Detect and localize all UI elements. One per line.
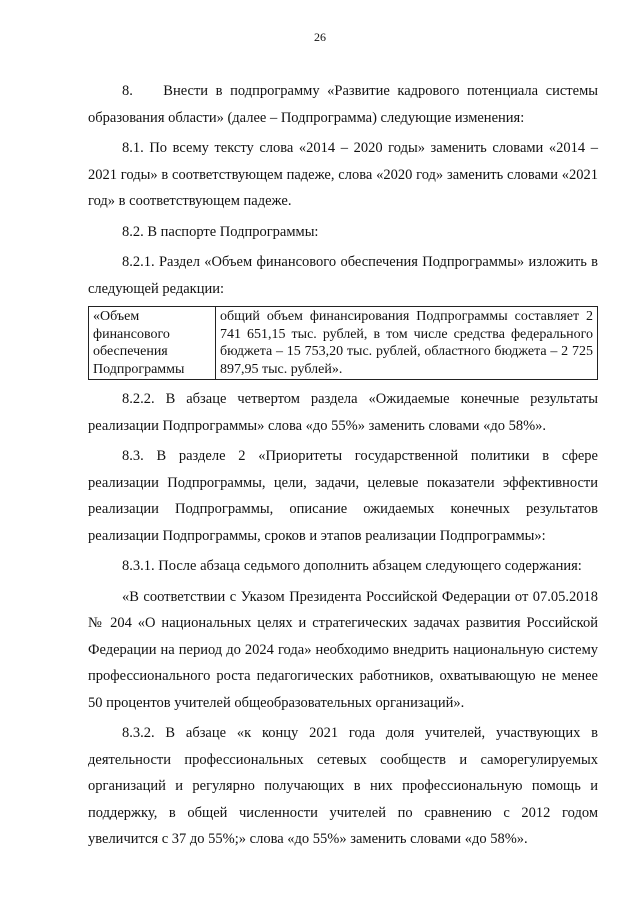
quoted-paragraph: «В соответствии с Указом Президента Российской Федерации от 07.05.2018 № 204 «О национальных целях и стратегических задачах развития Российской Федерации на период до 2024 года» необходимо внедрить национальную систему профессионального роста педагогических работников, охватывающую не менее 50 процентов учителей общеобразовательных организаций». — [88, 588, 598, 711]
section-name-line: «Объем — [93, 309, 140, 324]
table-cell-section-name — [89, 307, 216, 380]
section-name-line: финансового — [93, 326, 170, 342]
section-name-line: обеспечения — [93, 344, 168, 359]
paragraph-8-2: 8.2. В паспорте Подпрограммы: — [122, 223, 319, 240]
paragraph-8-3-1: 8.3.1. После абзаца седьмого дополнить абзацем следующего содержания: — [122, 558, 582, 574]
paragraph-8-2-2: 8.2.2. В абзаце четвертом раздела «Ожидаемые конечные результаты реализации Подпрограммы» слова «до 55%» заменить словами «до 58%». — [88, 391, 598, 434]
table-cell-section-content: общий объем финансирования Подпрограммы составляет 2 741 651,15 тыс. рублей, в том числе средства федерального бюджета – 15 753,20 тыс. рублей, областного бюджета – 2 725 897,95 тыс. рублей». — [220, 309, 593, 377]
document-body — [88, 78, 598, 853]
paragraph-8: 8. Внести в подпрограмму «Развитие кадрового потенциала системы образования области» (далее – Подпрограмма) следующие изменения: — [88, 83, 598, 126]
page-number: 26 — [314, 30, 326, 44]
passport-table — [88, 306, 598, 380]
paragraph-8-3: 8.3. В разделе 2 «Приоритеты государственной политики в сфере реализации Подпрограммы, цели, задачи, целевые показатели эффективности реализации Подпрограммы, описание ожидаемых конечных результатов реализации Подпрограммы, сроков и этапов реализации Подпрограммы»: — [88, 448, 598, 544]
paragraph-8-3-2: 8.3.2. В абзаце «к концу 2021 года доля учителей, участвующих в деятельности профессиональных сетевых сообществ и саморегулируемых организаций и регулярно получающих в них профессиональную помощь и поддержку, в общей численности учителей по сравнению с 2012 годом увеличится с 37 до 55%;» слова «до 55%» заменить словами «до 58%». — [88, 725, 598, 847]
paragraph-8-1: 8.1. По всему тексту слова «2014 – 2020 годы» заменить словами «2014 – 2021 годы» в соответствующем падеже, слова «2020 год» заменить словами «2021 год» в соответствующем падеже. — [88, 140, 598, 209]
section-name-line: Подпрограммы — [93, 361, 185, 377]
paragraph-8-2-1: 8.2.1. Раздел «Объем финансового обеспечения Подпрограммы» изложить в следующей редакции: — [88, 254, 598, 297]
table-row — [89, 307, 598, 380]
